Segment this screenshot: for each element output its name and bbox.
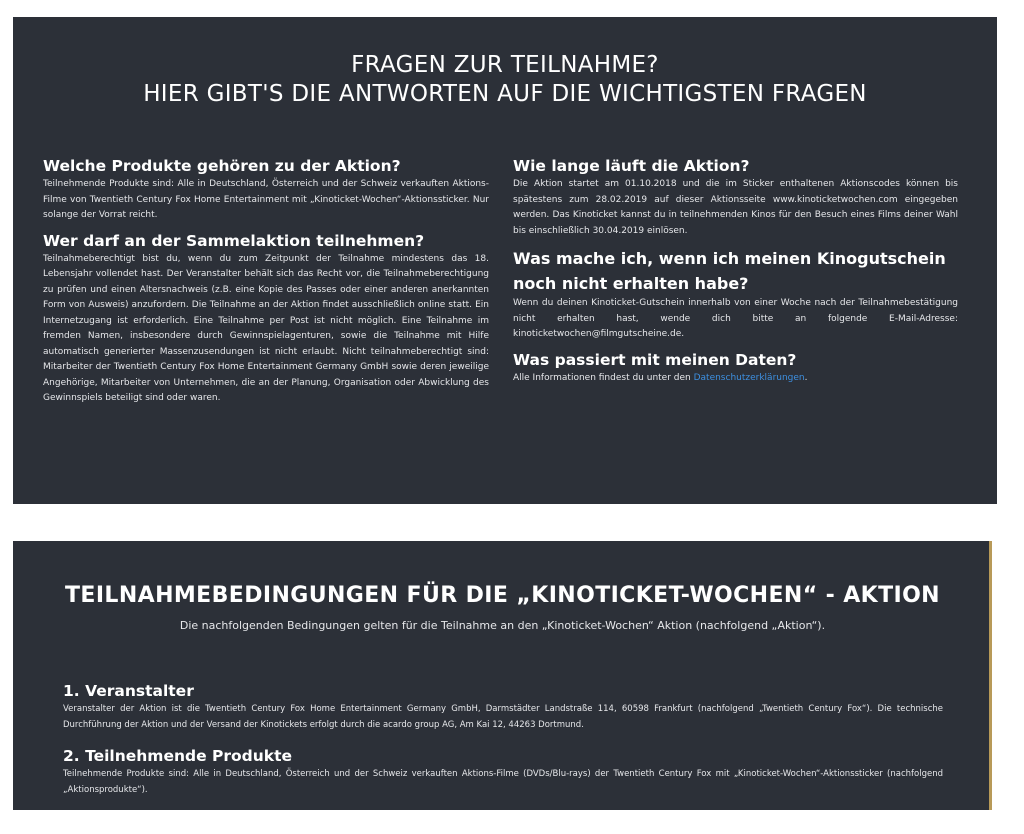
faq-question-eligibility: Wer darf an der Sammelaktion teilnehmen?: [43, 231, 425, 250]
faq-answer-data-prefix: Alle Informationen findest du unter den: [513, 372, 694, 383]
faq-question-duration: Wie lange läuft die Aktion?: [513, 157, 750, 175]
faq-heading-line2: HIER GIBT'S DIE ANTWORTEN AUF DIE WICHTIGSTEN FRAGEN: [143, 81, 867, 107]
faq-answer-duration: Die Aktion startet am 01.10.2018 und die im Sticker enthaltenen Aktionscodes können bis spätestens zum 28.02.2019 auf dieser Aktionsseite www.kinoticketwochen.com eingegeben werden. Das Kinoticket kannst du in teilnehmenden Kinos für den Besuch eines Films deiner Wahl bis einschließlich 30.04.2019 einlösen.: [513, 179, 958, 236]
terms-section-heading: 2. Teilnehmende Produkte: [63, 747, 293, 765]
terms-section-products: [63, 746, 943, 798]
terms-section-text: Veranstalter der Aktion ist die Twentieth Century Fox Home Entertainment Germany GmbH, Darmstädter Landstraße 114, 60598 Frankfurt (nachfolgend „Twentieth Century Fox“). Die technische Durchführung der Aktion und der Versand der Kinotickets erfolgt durch die acardo group AG, Am Kai 12, 44263 Dortmund.: [63, 704, 943, 730]
faq-answer-data-suffix: .: [804, 372, 808, 383]
faq-question-data: Was passiert mit meinen Daten?: [513, 350, 797, 369]
faq-answer-voucher: Wenn du deinen Kinoticket-Gutschein innerhalb von einer Woche nach der Teilnahmebestätigung nicht erhalten hast, wende dich bitte an folgende E-Mail-Adresse: kinoticketwochen@filmgutscheine.de.: [513, 298, 958, 339]
terms-section-heading: 1. Veranstalter: [63, 682, 194, 700]
faq-answer-eligibility: Teilnahmeberechtigt bist du, wenn du zum Zeitpunkt der Teilnahme mindestens das 18. Lebensjahr vollendet hast. Der Veranstalter behält sich das Recht vor, die Teilnahmeberechtigung zu prüfen und einen Altersnachweis (z.B. eine Kopie des Passes oder einer anderen anerkannten Form von Ausweis) anzufordern. Die Teilnahme an der Aktion findet ausschließlich online statt. Ein Internetzugang ist erforderlich. Eine Teilnahme per Post ist nicht möglich. Eine Teilnahme im fremden Namen, insbesondere durch Gewinnspielagenturen, sowie die Teilnahme mit Hilfe automatisch generierter Massenzusendungen ist nicht erlaubt. Nicht teilnahmeberechtigt sind: Mitarbeiter der Twentieth Century Fox Home Entertainment Germany GmbH sowie deren jeweilige Angehörige, Mitarbeiter von Unternehmen, die an der Planung, Organisation oder Abwicklung des Gewinnspiels beteiligt sind oder waren.: [43, 253, 489, 403]
faq-right-column: [513, 156, 958, 386]
privacy-policy-link[interactable]: Datenschutzerklärungen: [693, 372, 805, 383]
faq-panel: [13, 17, 997, 504]
faq-heading: [13, 51, 997, 109]
terms-section-organizer: [63, 681, 943, 733]
terms-title: TEILNAHMEBEDINGUNGEN FÜR DIE „KINOTICKET-WOCHEN“ - AKTION: [65, 583, 940, 608]
faq-answer-products: Teilnehmende Produkte sind: Alle in Deutschland, Österreich und der Schweiz verkauften Aktions-Filme von Twentieth Century Fox Home Entertainment mit „Kinoticket-Wochen“-Aktionssticker. Nur solange der Vorrat reicht.: [43, 179, 489, 220]
faq-left-column: [43, 156, 489, 407]
faq-heading-line1: FRAGEN ZUR TEILNAHME?: [351, 52, 659, 78]
terms-subtitle: Die nachfolgenden Bedingungen gelten für die Teilnahme an den „Kinoticket-Wochen“ Aktion (nachfolgend „Aktion“).: [179, 619, 826, 632]
faq-question-voucher: Was mache ich, wenn ich meinen Kinogutschein noch nicht erhalten habe?: [513, 249, 946, 293]
faq-question-products: Welche Produkte gehören zu der Aktion?: [43, 157, 401, 175]
faq-answer-data: [513, 371, 958, 387]
terms-panel: [13, 541, 992, 810]
terms-section-text: Teilnehmende Produkte sind: Alle in Deutschland, Österreich und der Schweiz verkauften Aktions-Filme (DVDs/Blu-rays) der Twentieth Century Fox mit „Kinoticket-Wochen“-Aktionssticker (nachfolgend „Aktionsprodukte“).: [63, 769, 943, 795]
